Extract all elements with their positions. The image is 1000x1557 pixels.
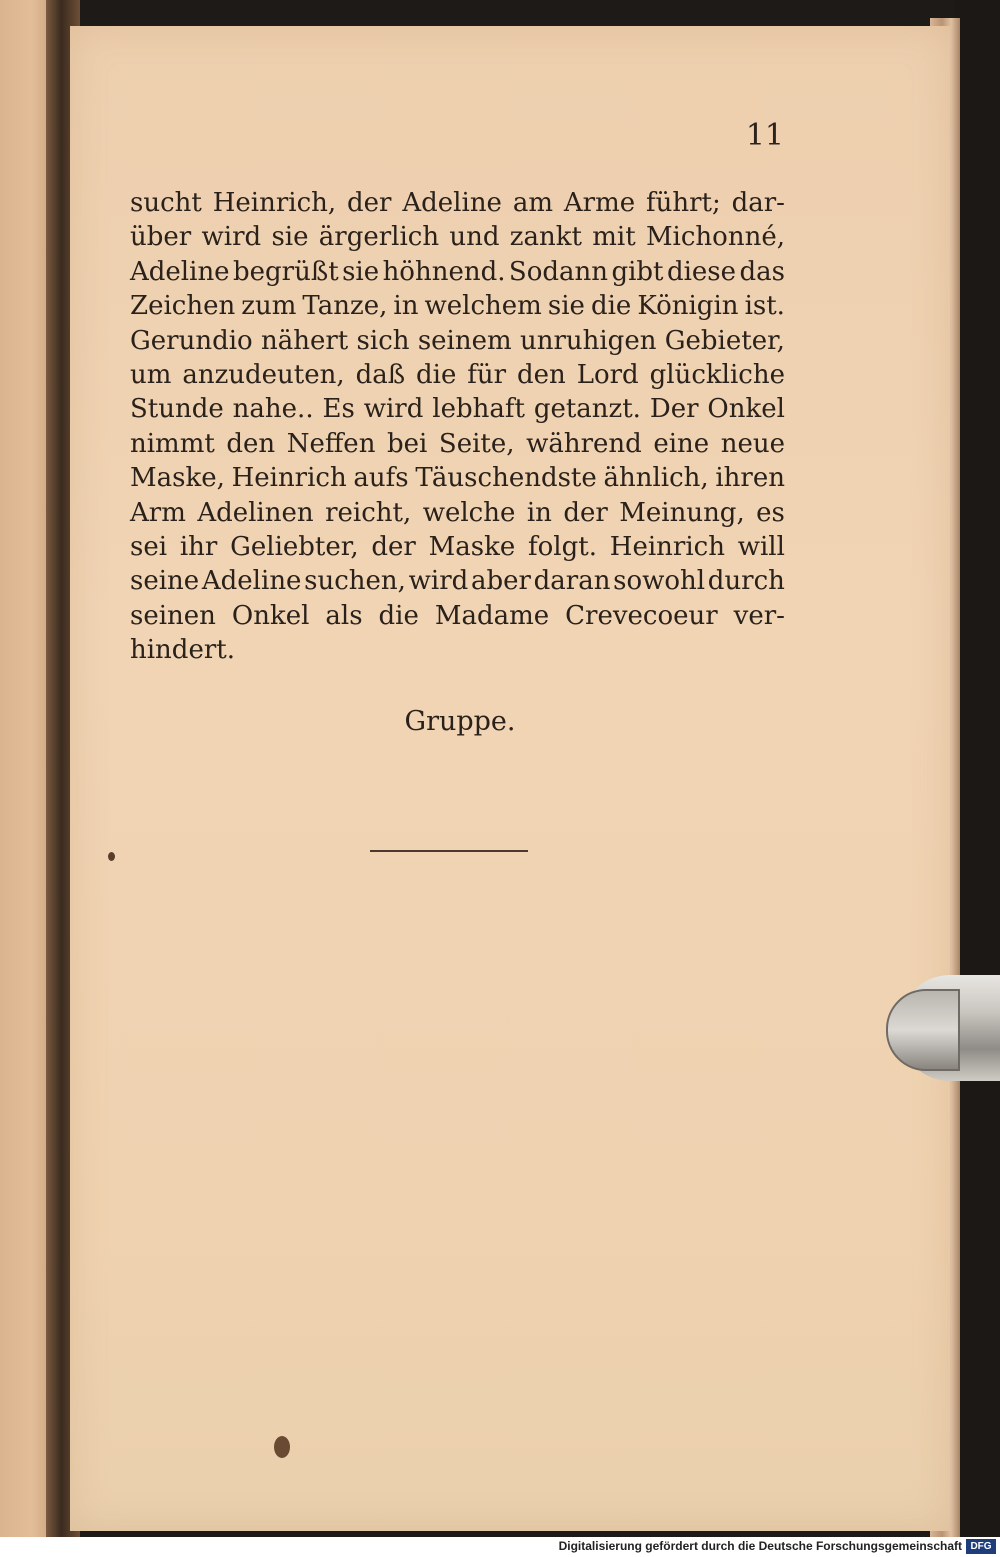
ink-spot: [274, 1436, 290, 1458]
word: während: [526, 428, 642, 459]
word: Neffen: [286, 428, 376, 459]
word: ist.: [744, 291, 785, 322]
word: Adeline: [130, 256, 230, 287]
word: in: [393, 291, 419, 322]
body-text: [130, 186, 785, 667]
page-number: 11: [745, 118, 784, 153]
text-line: [130, 461, 785, 495]
word: getanzt.: [533, 394, 641, 425]
word: ihr: [179, 531, 218, 562]
word: für: [467, 359, 507, 390]
section-heading: Gruppe.: [404, 706, 516, 737]
word: Heinrich: [231, 463, 347, 494]
word: welche: [422, 497, 516, 528]
word: Adeline: [201, 566, 302, 597]
word: Seite,: [438, 428, 515, 459]
word: Zeichen: [130, 291, 236, 322]
dfg-logo: DFG: [966, 1539, 996, 1554]
word: ärgerlich: [318, 222, 440, 253]
word: begrüßt: [233, 256, 339, 287]
word: Crevecoeur: [565, 600, 718, 631]
word: diese: [666, 256, 737, 287]
word: ver-: [733, 600, 785, 631]
word: bei: [387, 428, 428, 459]
text-line: [130, 392, 785, 426]
text-line: [130, 358, 785, 392]
word: Geliebter,: [230, 531, 359, 562]
word: Es: [322, 394, 355, 425]
text-line: [130, 324, 785, 358]
word: sucht: [130, 188, 202, 218]
word: die: [590, 291, 632, 322]
word: reicht,: [325, 497, 412, 528]
text-line: [130, 564, 785, 598]
word: sei: [130, 531, 168, 562]
word: am: [512, 188, 553, 218]
word: folgt.: [528, 531, 597, 562]
word: ihren: [715, 463, 785, 494]
text-line: [130, 186, 785, 220]
word: ähnlich,: [603, 463, 709, 494]
word: zankt: [509, 222, 582, 253]
word: in: [526, 497, 552, 528]
text-line: [130, 289, 785, 323]
word: mit: [592, 222, 636, 253]
word: Der: [649, 394, 699, 425]
word: seine: [130, 566, 200, 597]
word: Heinrich: [609, 531, 725, 562]
word: und: [449, 222, 500, 253]
book-page: [70, 26, 950, 1531]
funding-note: Digitalisierung gefördert durch die Deutsche Forschungsgemeinschaft: [558, 1539, 962, 1553]
word: das: [739, 256, 785, 287]
word: suchen,: [304, 566, 406, 597]
word: Arme: [563, 188, 636, 218]
word: den: [517, 359, 566, 390]
word: wird: [201, 222, 262, 253]
word: dar-: [731, 188, 785, 218]
word: es: [756, 497, 785, 528]
word: über: [130, 222, 192, 253]
text-line: [130, 255, 785, 289]
word: Adelinen: [197, 497, 314, 528]
word: die: [378, 600, 419, 631]
word: glückliche: [649, 359, 785, 390]
word: unruhigen: [519, 325, 657, 356]
word: eine: [653, 428, 710, 459]
word: Arm: [130, 497, 186, 528]
word: wird: [363, 394, 424, 425]
right-background: [955, 0, 1000, 1537]
text-line: [130, 633, 785, 667]
metal-clip: [886, 975, 1000, 1081]
word: Gebieter,: [664, 325, 785, 356]
word: welchem: [424, 291, 542, 322]
word: gibt: [611, 256, 664, 287]
word: Maske,: [130, 463, 225, 494]
word: sie: [547, 291, 585, 322]
word: hindert.: [130, 635, 235, 666]
ink-spot: [108, 852, 115, 861]
word: seinen: [130, 600, 216, 631]
word: Michonné,: [645, 222, 785, 253]
word: aber: [470, 566, 531, 597]
word: daß: [355, 359, 406, 390]
word: die: [416, 359, 457, 390]
word: Gerundio: [130, 325, 253, 356]
word: sowohl: [613, 566, 706, 597]
word: lebhaft: [432, 394, 525, 425]
text-line: [130, 427, 785, 461]
text-line: [130, 599, 785, 633]
word: durch: [707, 566, 785, 597]
word: Meinung,: [619, 497, 745, 528]
word: will: [737, 531, 785, 562]
word: seinem: [417, 325, 512, 356]
text-line: [130, 530, 785, 564]
word: Madame: [434, 600, 550, 631]
word: nähert: [260, 325, 349, 356]
footer-bar: [0, 1537, 1000, 1557]
word: sie: [271, 222, 309, 253]
word: Maske: [428, 531, 516, 562]
divider-rule: [370, 850, 528, 852]
word: sich: [356, 325, 410, 356]
word: zum: [241, 291, 297, 322]
word: anzudeuten,: [182, 359, 345, 390]
word: daran: [533, 566, 611, 597]
word: Sodann: [508, 256, 609, 287]
word: Onkel: [231, 600, 310, 631]
clip-inner: [886, 989, 960, 1071]
text-line: [130, 220, 785, 254]
word: als: [325, 600, 363, 631]
word: höhnend.: [382, 256, 506, 287]
word: Königin: [637, 291, 739, 322]
word: Stunde: [130, 394, 224, 425]
word: nahe..: [232, 394, 314, 425]
word: Tanze,: [302, 291, 388, 322]
word: der: [347, 188, 392, 218]
word: wird: [408, 566, 469, 597]
word: neue: [720, 428, 785, 459]
word: um: [130, 359, 172, 390]
word: sie: [342, 256, 380, 287]
word: Adeline: [402, 188, 502, 218]
word: aufs: [353, 463, 409, 494]
word: führt;: [645, 188, 721, 218]
word: der: [371, 531, 416, 562]
word: Onkel: [707, 394, 785, 425]
text-line: [130, 496, 785, 530]
word: der: [563, 497, 608, 528]
word: Täuschendste: [415, 463, 597, 494]
word: nimmt: [130, 428, 215, 459]
word: Lord: [576, 359, 639, 390]
word: den: [226, 428, 276, 459]
word: Heinrich,: [212, 188, 337, 218]
